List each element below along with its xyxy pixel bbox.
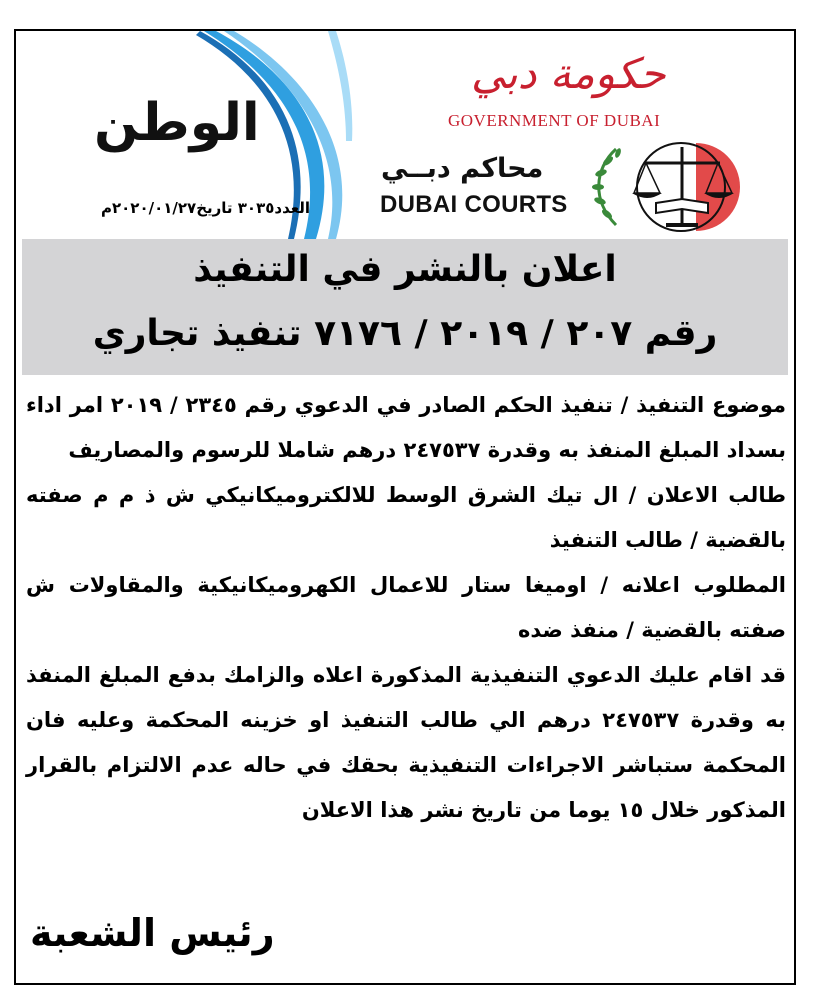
announcement-body xyxy=(26,383,786,833)
body-paragraph-requester: طالب الاعلان / ال تيك الشرق الوسط للالكتروميكانيكي ش ذ م م صفته بالقضية / طالب التنفيذ xyxy=(26,483,786,552)
body-paragraph-notice: قد اقام عليك الدعوي التنفيذية المذكورة اعلاه والزامك بدفع المبلغ المنفذ به وقدرة ٢٤٧٥٣٧ درهم الي طالب التنفيذ او خزينه المحكمة وعليه فان المحكمة ستباشر الاجراءات التنفيذية بحقك في حاله عدم الالتزام بالقرار المذكور خلال ١٥ يوما من تاريخ نشر هذا الاعلان xyxy=(26,663,786,822)
dubai-courts-emblem-icon xyxy=(586,139,786,233)
dubai-courts-ar: محاكم دبــي xyxy=(381,153,544,184)
body-paragraph-subject: موضوع التنفيذ / تنفيذ الحكم الصادر في الدعوي رقم ٢٣٤٥ / ٢٠١٩ امر اداء بسداد المبلغ المنفذ به وقدرة ٢٤٧٥٣٧ درهم شاملا للرسوم والمصاريف xyxy=(26,393,787,462)
signature-division-head: رئيس الشعبة xyxy=(30,911,275,955)
alwatan-logo: الوطن xyxy=(94,93,260,153)
header xyxy=(16,31,794,239)
government-of-dubai-en: GOVERNMENT OF DUBAI xyxy=(448,111,661,130)
title-band xyxy=(22,239,788,375)
dubai-courts-en: DUBAI COURTS xyxy=(380,191,568,218)
case-number-title: رقم ٢٠٧ / ٢٠١٩ / ٧١٧٦ تنفيذ تجاري xyxy=(92,313,718,354)
government-of-dubai-ar: حكومة دبي xyxy=(471,49,666,98)
body-paragraph-respondent: المطلوب اعلانه / اوميغا ستار للاعمال الكهروميكانيكية والمقاولات ش صفته بالقضية / منفذ ضده xyxy=(26,573,786,642)
advertisement-frame xyxy=(14,29,796,985)
issue-date-line: العدد٣٠٣٥ تاريخ٢٠٢٠/٠١/٢٧م xyxy=(100,199,310,217)
announcement-title: اعلان بالنشر في التنفيذ xyxy=(193,249,617,290)
